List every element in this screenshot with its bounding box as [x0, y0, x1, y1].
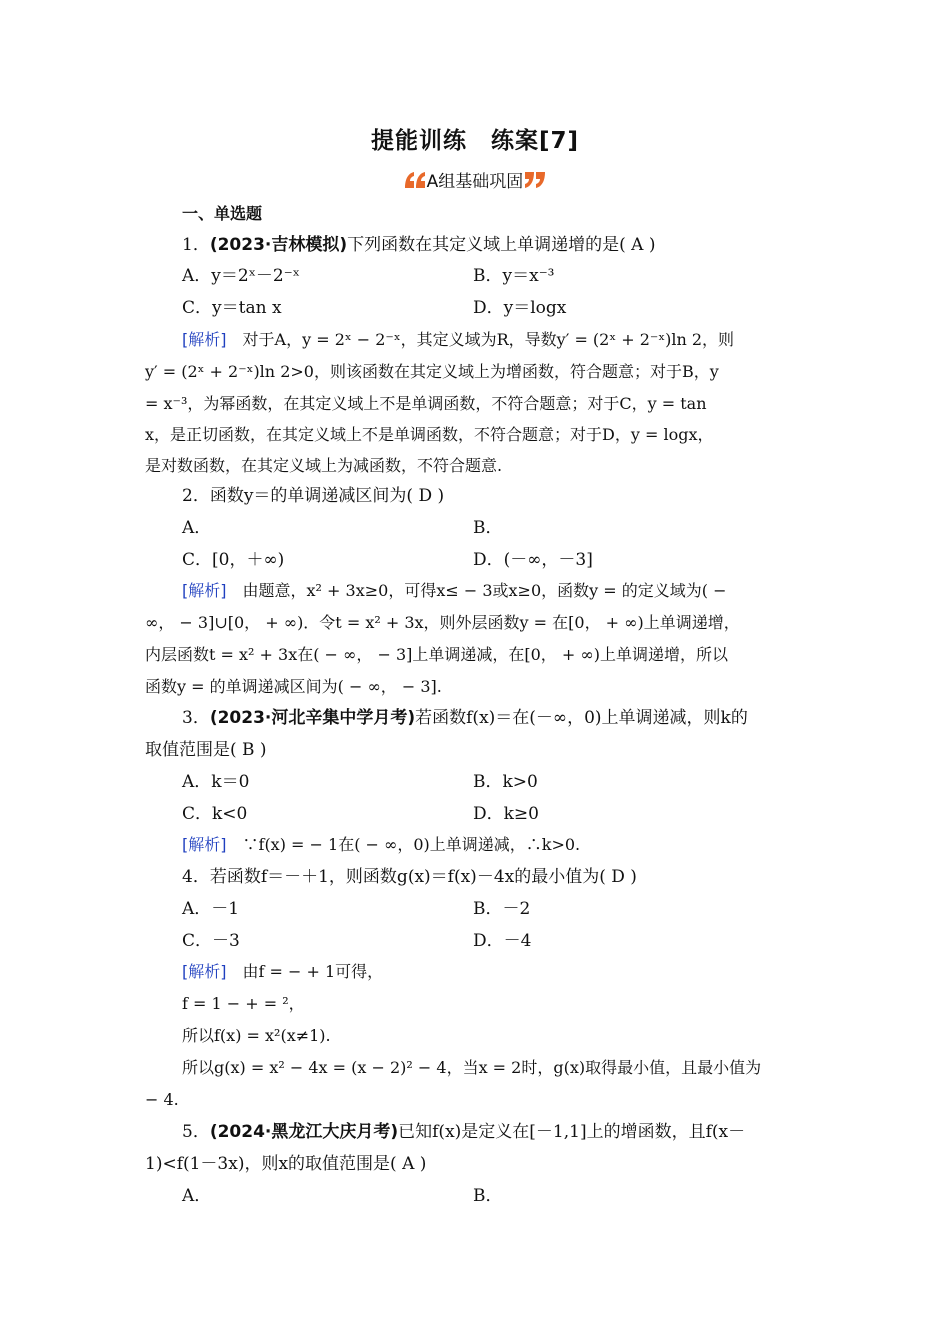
q4-stem: 4．若函数f＝－＋1，则函数g(x)＝f(x)－4x的最小值为( D ) [182, 867, 637, 887]
q3-source: (2023·河北辛集中学月考) [209, 708, 416, 728]
q1-solution-line: y′ = (2ˣ + 2⁻ˣ)ln 2>0，则该函数在其定义域上为增函数，符合题意；对于B，y [145, 362, 719, 381]
q2-option-c: C．[0，＋∞) [182, 550, 285, 570]
q1-solution-line: 是对数函数，在其定义域上为减函数，不符合题意. [145, 456, 503, 475]
q2-option-b: B． [473, 518, 503, 538]
q1-solution-line: x，是正切函数，在其定义域上不是单调函数，不符合题意；对于D，y = logx， [145, 425, 714, 444]
q1-stem: 1．(2023·吉林模拟)下列函数在其定义域上单调递增的是( A ) [182, 235, 656, 255]
solution-tag: [解析] [182, 330, 227, 349]
q1-option-b: B．y＝x⁻³ [473, 266, 555, 286]
q5-stem: 5．(2024·黑龙江大庆月考)已知f(x)是定义在[－1,1]上的增函数，且f(x－ [182, 1122, 746, 1142]
q4-solution-line: 所以f(x) = x²(x≠1). [182, 1026, 331, 1045]
q4-solution-line: − 4. [145, 1090, 179, 1109]
q3-stem-cont: 取值范围是( B ) [145, 740, 267, 760]
q1-solution-line: = x⁻³，为幂函数，在其定义域上不是单调函数，不符合题意；对于C，y = tan [145, 394, 707, 413]
q3-option-d: D．k≥0 [473, 804, 539, 824]
page-title: 提能训练 练案[7] [370, 128, 580, 154]
q2-option-a: A． [182, 518, 212, 538]
q1-source: (2023·吉林模拟) [209, 235, 348, 255]
q3-stem: 3．(2023·河北辛集中学月考)若函数f(x)＝在(－∞，0)上单调递减，则k的 [182, 708, 748, 728]
q2-option-d: D．(－∞，－3] [473, 550, 593, 570]
q5-source: (2024·黑龙江大庆月考) [209, 1122, 399, 1142]
q3-option-b: B．k>0 [473, 772, 538, 792]
q4-option-b: B．－2 [473, 899, 531, 919]
group-label: A组基础巩固 [426, 172, 524, 192]
q2-solution-line: 内层函数t = x² + 3x在( − ∞， − 3]上单调递减，在[0， + ∞)上单调递增，所以 [145, 645, 728, 664]
q1-solution-line: [解析] 对于A，y = 2ˣ − 2⁻ˣ，其定义域为R，导数y′ = (2ˣ + 2⁻ˣ)ln 2，则 [182, 330, 735, 349]
q3-option-a: A．k＝0 [182, 772, 250, 792]
q1-option-a: A．y＝2ˣ－2⁻ˣ [182, 266, 300, 286]
q4-solution-line: 所以g(x) = x² − 4x = (x − 2)² − 4，当x = 2时，g(x)取得最小值，且最小值为 [182, 1058, 762, 1077]
q1-option-d: D．y＝logx [473, 298, 567, 318]
q5-stem-cont: 1)<f(1－3x)，则x的取值范围是( A ) [145, 1154, 427, 1174]
q3-solution-line: [解析] ∵f(x) = − 1在( − ∞，0)上单调递减，∴k>0. [182, 835, 581, 854]
q2-solution-line: 函数y = 的单调递减区间为( − ∞， − 3]. [145, 677, 442, 696]
q4-option-a: A．－1 [182, 899, 240, 919]
q3-option-c: C．k<0 [182, 804, 248, 824]
close-quote-icon [523, 170, 547, 195]
q4-solution-line: [解析] 由f = − + 1可得， [182, 962, 384, 981]
q2-solution-line: ∞， − 3]∪[0， + ∞)．令t = x² + 3x，则外层函数y = 在[0， + ∞)上单调递增， [145, 613, 740, 632]
open-quote-icon [403, 170, 427, 195]
q2-solution-line: [解析] 由题意，x² + 3x≥0，可得x≤ − 3或x≥0，函数y = 的定义域为( − [182, 581, 727, 600]
q4-solution-line: f = 1 − + = ²， [182, 994, 305, 1013]
group-banner [0, 167, 950, 195]
q4-option-c: C．－3 [182, 931, 240, 951]
q4-option-d: D．－4 [473, 931, 532, 951]
q2-stem: 2．函数y＝的单调递减区间为( D ) [182, 486, 445, 506]
q1-option-c: C．y＝tan x [182, 298, 282, 318]
q5-option-b: B． [473, 1186, 503, 1206]
q5-option-a: A． [182, 1186, 212, 1206]
section-heading: 一、单选题 [182, 204, 263, 223]
